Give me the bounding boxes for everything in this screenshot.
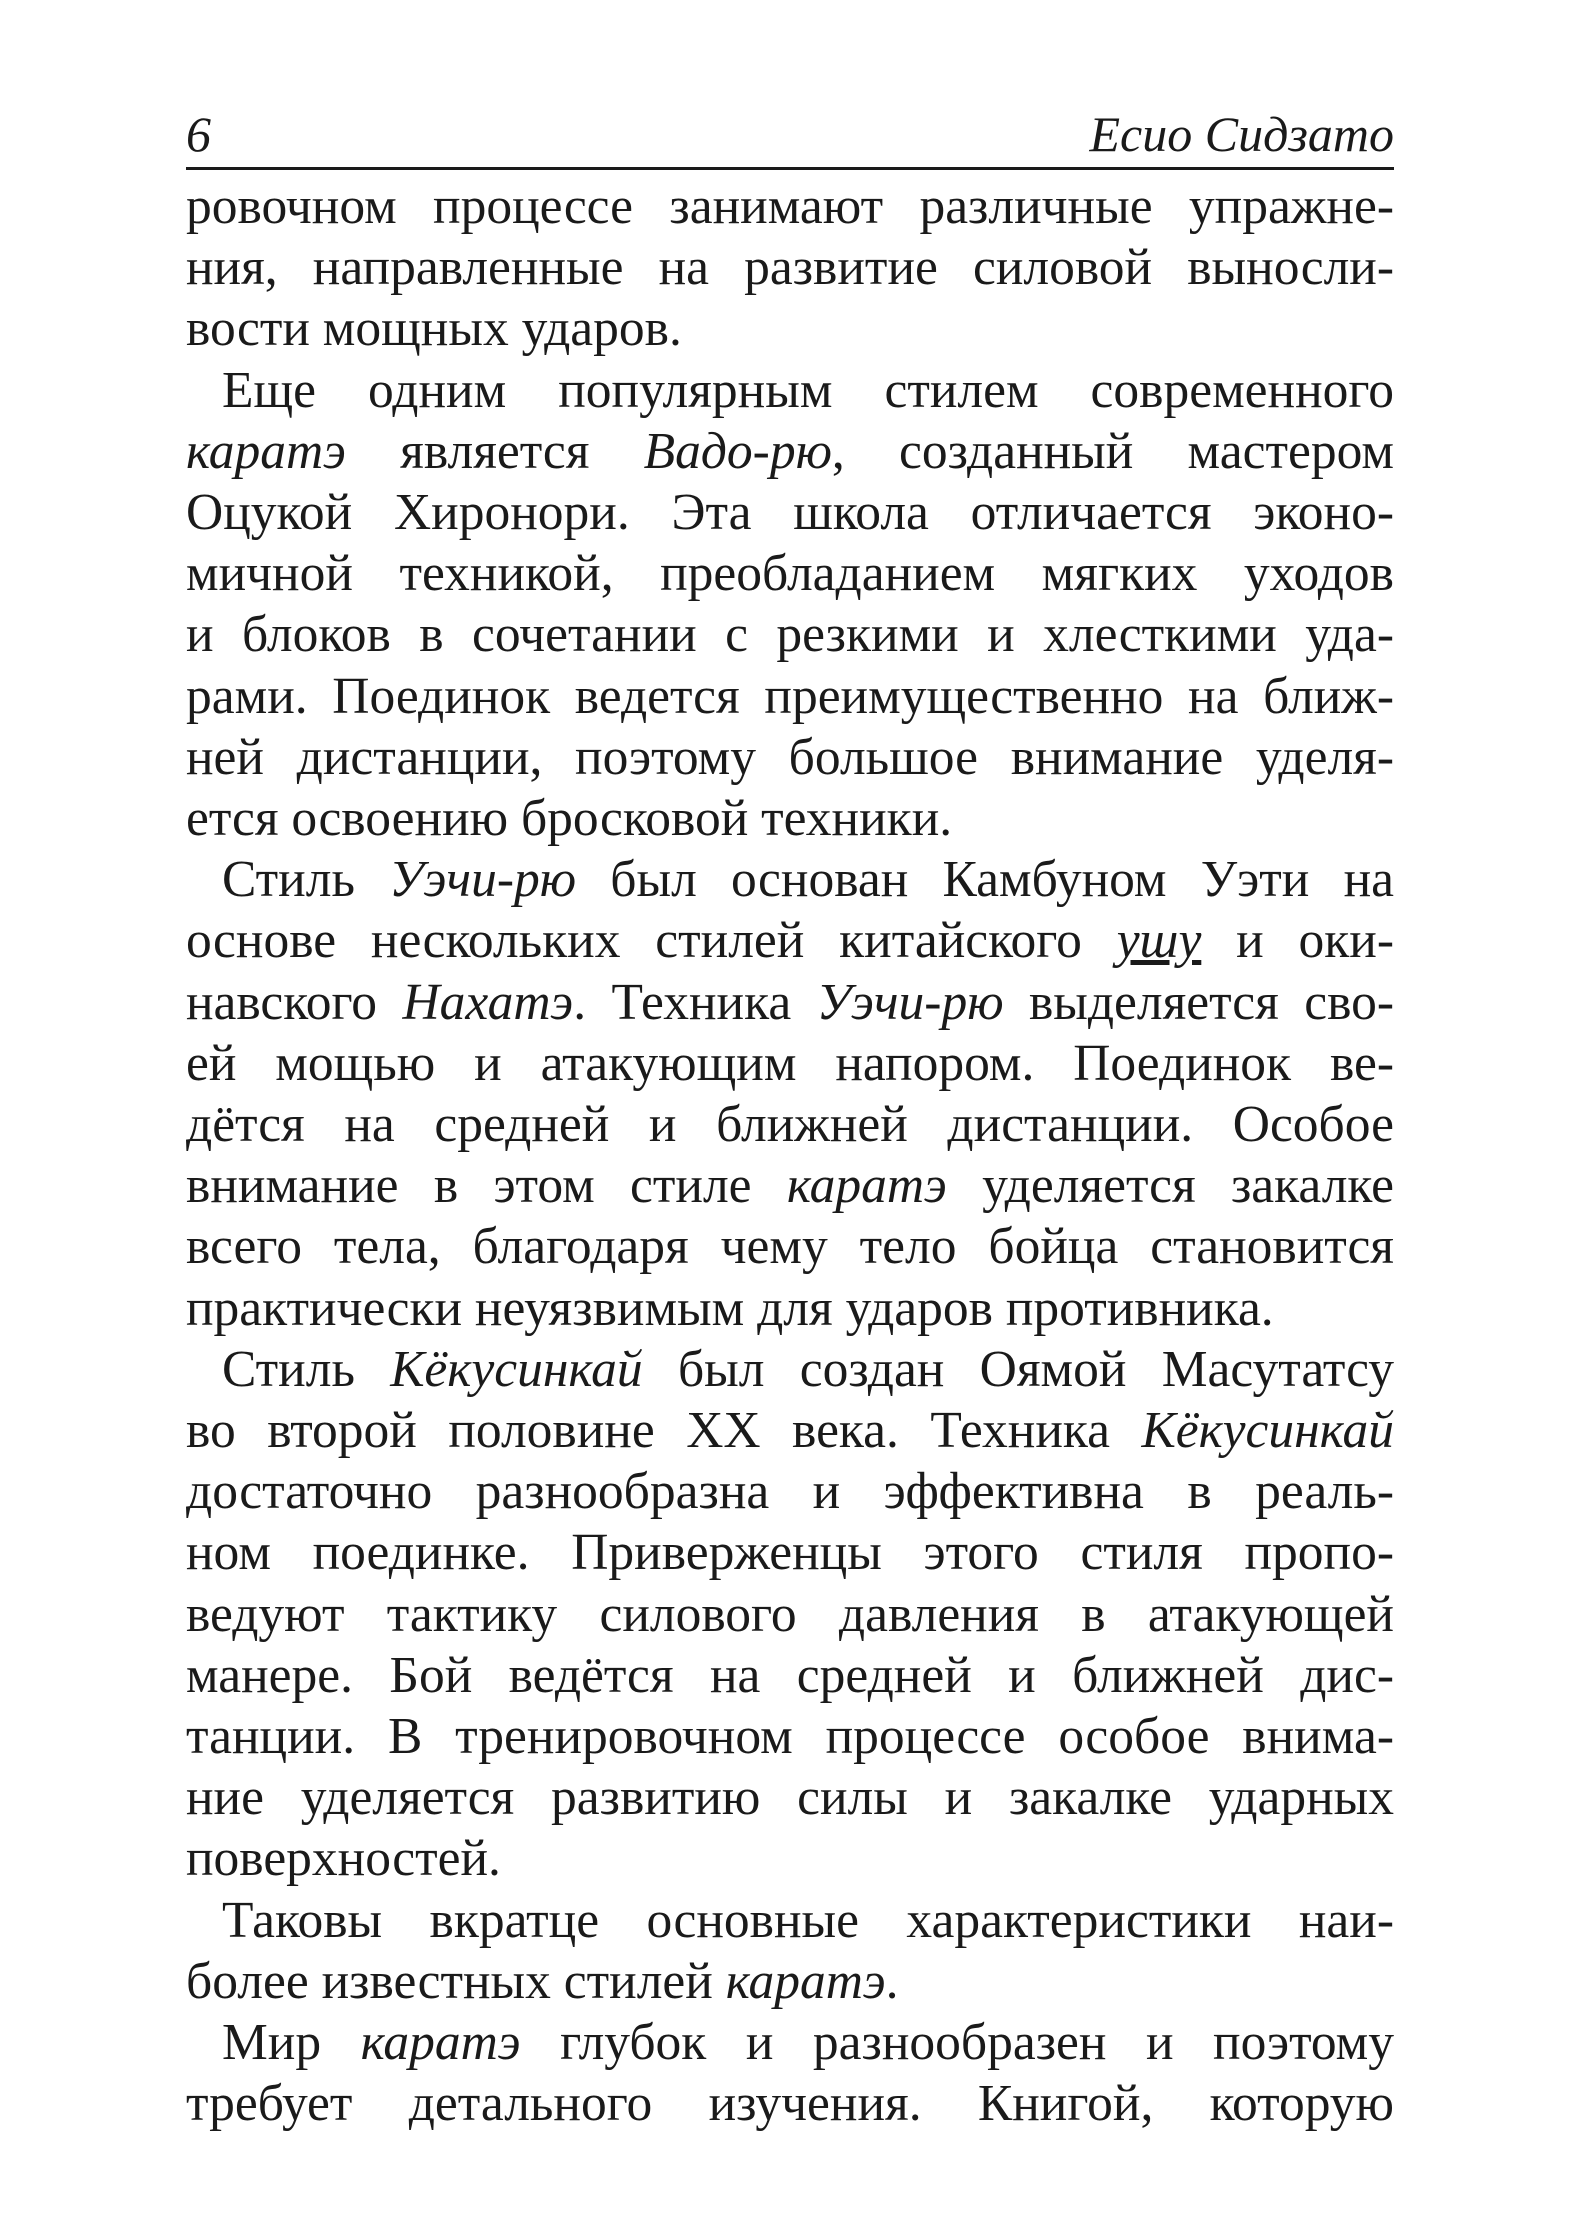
paragraph bbox=[186, 2012, 1394, 2134]
text-line: Таковы вкратце основные характеристики наи- bbox=[222, 1891, 1394, 1949]
text-line: всего тела, благодаря чему тело бойца становится bbox=[186, 1218, 1394, 1276]
text-line: Мир каратэ глубок и разнообразен и поэтому bbox=[222, 2014, 1395, 2072]
text-line: ведуют тактику силового давления в атакующей bbox=[186, 1585, 1394, 1643]
paragraph bbox=[186, 176, 1394, 360]
text-line: основе нескольких стилей китайского ушу и оки- bbox=[186, 912, 1394, 970]
text-line: поверхностей. bbox=[186, 1830, 501, 1888]
text-line: во второй половине XX века. Техника Кёкусинкай bbox=[186, 1402, 1394, 1460]
running-head bbox=[186, 105, 1394, 170]
text-line: и блоков в сочетании с резкими и хлесткими уда- bbox=[186, 606, 1394, 664]
text-line: манере. Бой ведётся на средней и ближней дис- bbox=[186, 1646, 1394, 1704]
text-line: мичной техникой, преобладанием мягких уходов bbox=[186, 545, 1394, 603]
running-head-author: Есио Сидзато bbox=[1089, 106, 1394, 162]
text-line: танции. В тренировочном процессе особое внима- bbox=[186, 1708, 1394, 1766]
text-line: более известных стилей каратэ. bbox=[186, 1952, 899, 2010]
text-line: Еще одним популярным стилем современного bbox=[222, 361, 1394, 419]
text-line: ния, направленные на развитие силовой выносли- bbox=[186, 239, 1394, 297]
text-line: требует детального изучения. Книгой, которую bbox=[186, 2075, 1394, 2133]
text-line: Стиль Кёкусинкай был создан Оямой Масутатсу bbox=[222, 1340, 1394, 1398]
text-line: достаточно разнообразна и эффективна в реаль- bbox=[186, 1463, 1394, 1521]
text-line: рами. Поединок ведется преимущественно на ближ- bbox=[186, 667, 1394, 725]
paragraph bbox=[186, 1890, 1394, 2012]
body-text bbox=[186, 176, 1394, 2135]
text-line: каратэ является Вадо-рю, созданный мастером bbox=[186, 422, 1394, 480]
text-line: вости мощных ударов. bbox=[186, 300, 682, 358]
page-number: 6 bbox=[186, 106, 211, 162]
paragraph bbox=[186, 360, 1394, 850]
text-line: ном поединке. Приверженцы этого стиля пропо- bbox=[186, 1524, 1394, 1582]
paragraph bbox=[186, 1339, 1394, 1890]
text-line: ей мощью и атакующим напором. Поединок ве- bbox=[186, 1034, 1394, 1092]
text-line: ровочном процессе занимают различные упражне- bbox=[186, 178, 1394, 235]
text-line: ней дистанции, поэтому большое внимание уделя- bbox=[186, 728, 1394, 786]
text-line: ние уделяется развитию силы и закалке ударных bbox=[186, 1769, 1394, 1827]
text-line: навского Нахатэ. Техника Уэчи-рю выделяется сво- bbox=[186, 973, 1394, 1031]
text-line: практически неуязвимым для ударов противника. bbox=[186, 1279, 1274, 1337]
text-line: Оцукой Хиронори. Эта школа отличается эконо- bbox=[186, 484, 1394, 542]
paragraph bbox=[186, 849, 1394, 1339]
text-line: Стиль Уэчи-рю был основан Камбуном Уэти на bbox=[222, 851, 1394, 909]
text-line: внимание в этом стиле каратэ уделяется закалке bbox=[186, 1157, 1394, 1215]
text-line: ется освоению бросковой техники. bbox=[186, 790, 953, 848]
book-page bbox=[186, 105, 1394, 2135]
text-line: дётся на средней и ближней дистанции. Особое bbox=[186, 1096, 1394, 1154]
